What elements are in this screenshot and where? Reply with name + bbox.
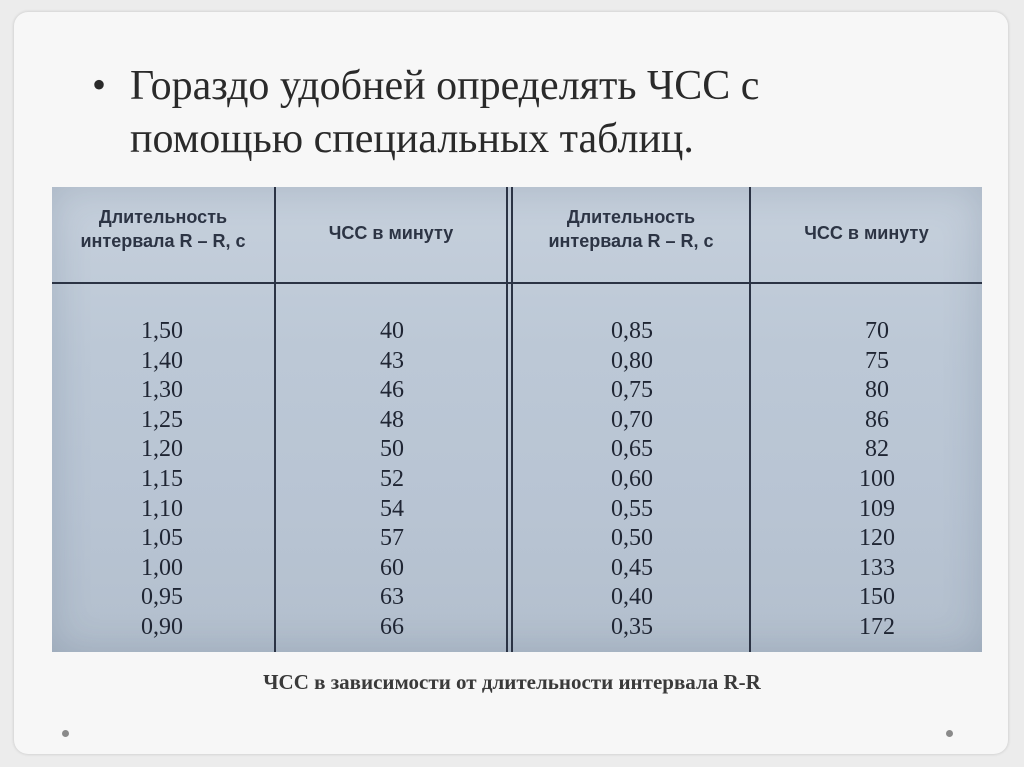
table-cell: 1,30 [141,377,183,404]
table-cell: 57 [380,525,404,552]
table-cell: 1,05 [141,525,183,552]
bullet-text: Гораздо удобней определять ЧСС с помощью специальных таблиц. [130,63,760,162]
table-cell: 1,50 [141,318,183,344]
table-photo [52,187,982,652]
table-cell: 133 [859,554,895,581]
table-cell: 52 [380,465,404,492]
table-cell: 0,45 [611,554,653,581]
table-cell: 0,75 [611,377,653,404]
header-rr-interval-2: Длительность интервала R – R, с [548,207,714,252]
table-cell: 100 [859,465,895,492]
column-rr-interval-1 [112,317,212,643]
table-cell: 46 [380,377,404,404]
table-cell: 86 [865,406,889,433]
table-cell: 150 [859,584,895,611]
table-cell: 60 [380,554,404,581]
table-cell: 63 [380,584,404,611]
table-cell: 0,95 [141,584,183,611]
table-cell: 50 [380,436,404,463]
table-cell: 0,55 [611,495,653,522]
column-rr-interval-2 [582,317,682,643]
table-cell: 80 [865,377,889,404]
column-hr-1 [342,317,442,643]
table-cell: 109 [859,495,895,522]
corner-dot-bottom-left [62,730,69,737]
table-cell: 43 [380,347,404,374]
table-cell: 0,80 [611,347,653,374]
table-cell: 0,40 [611,584,653,611]
column-divider [749,187,751,652]
table-cell: 1,00 [141,554,183,581]
header-hr-1: ЧСС в минуту [328,223,454,243]
header-rr-interval-1: Длительность интервала R – R, с [80,207,246,252]
table-cell: 0,60 [611,465,653,492]
table-cell: 1,40 [141,347,183,374]
column-divider [274,187,276,652]
corner-dot-bottom-right [946,730,953,737]
table-cell: 0,85 [611,318,653,344]
table-cell: 172 [859,613,895,640]
bullet-point [92,60,972,166]
table-cell: 1,20 [141,436,183,463]
table-cell: 1,10 [141,495,183,522]
table-cell: 0,90 [141,613,183,640]
table-caption: ЧСС в зависимости от длительности интервала R-R [263,670,761,694]
table-cell: 0,70 [611,406,653,433]
table-cell: 75 [865,347,889,374]
table-cell: 0,65 [611,436,653,463]
table-cell: 54 [380,495,404,522]
table-cell: 40 [380,318,404,344]
table-cell: 66 [380,613,404,640]
column-divider-double-left [506,187,508,652]
table-cell: 1,15 [141,465,183,492]
bullet-marker: • [92,62,107,107]
table-cell: 48 [380,406,404,433]
table-cell: 1,25 [141,406,183,433]
table-cell: 70 [865,318,889,344]
table-cell: 82 [865,436,889,463]
header-rule [52,282,982,284]
header-hr-2: ЧСС в минуту [804,223,929,243]
column-hr-2 [827,317,927,643]
column-divider-double-right [511,187,513,652]
table-cell: 120 [859,525,895,552]
table-cell: 0,35 [611,613,653,640]
table-cell: 0,50 [611,525,653,552]
